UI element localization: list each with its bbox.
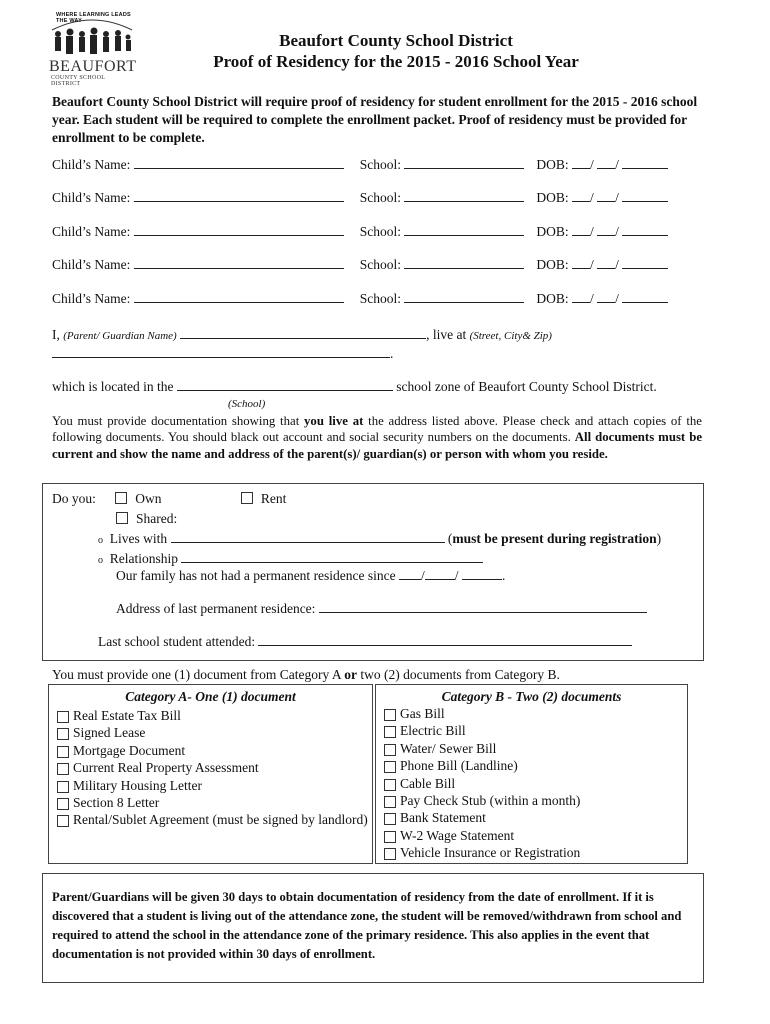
family-residence-row: Our family has not had a permanent residence since / / . <box>116 568 506 583</box>
child-name-field[interactable] <box>134 156 344 169</box>
document-option-label: Current Real Property Assessment <box>73 760 259 776</box>
school-label: School: <box>359 257 402 272</box>
document-option <box>49 811 372 828</box>
document-option-label: Water/ Sewer Bill <box>400 740 497 756</box>
do-you-row <box>52 491 286 507</box>
child-name-label: Child’s Name: <box>52 157 131 172</box>
dob-year-field[interactable] <box>622 189 668 202</box>
family-residence-label: Our family has not had a permanent residence since <box>116 568 396 583</box>
dob-month-field[interactable] <box>572 256 590 269</box>
district-logo <box>48 10 137 87</box>
footer-note: Parent/Guardians will be given 30 days to obtain documentation of residency from the date of enrollment. If it is discovered that a student is living out of the attendance zone, the student will be removed/withdrawn from school and required to attend the school in the attendance zone of the primary residence. This also applies in the event that documentation is not provided within 30 days of enrollment. <box>52 890 682 961</box>
shared-row <box>116 511 177 527</box>
guardian-line <box>52 326 552 343</box>
child-name-field[interactable] <box>134 189 344 202</box>
school-field[interactable] <box>404 189 524 202</box>
zone-prefix: which is located in the <box>52 379 174 394</box>
dob-label: DOB: <box>536 224 569 239</box>
documentation-notice <box>52 413 702 462</box>
school-hint: (School) <box>228 398 266 410</box>
document-option-label: Section 8 Letter <box>73 795 160 811</box>
dob-label: DOB: <box>536 257 569 272</box>
document-option <box>376 827 687 844</box>
last-school-field[interactable] <box>258 633 632 646</box>
notice-part-1: You must provide documentation showing that <box>52 414 305 428</box>
school-label: School: <box>359 224 402 239</box>
notice-part-3: the address listed above. Please check and attach copies of the following documents. You should black out account and social security numbers on the documents. <box>52 414 702 445</box>
logo-tagline: WHERE LEARNING LEADS THE WAY <box>56 12 131 24</box>
school-label: School: <box>359 291 402 306</box>
address-line: . <box>52 345 393 362</box>
lives-with-label: Lives with <box>109 531 168 546</box>
document-checkbox[interactable] <box>57 746 69 758</box>
document-checkbox[interactable] <box>384 779 396 791</box>
dob-label: DOB: <box>536 291 569 306</box>
document-checkbox[interactable] <box>57 711 69 723</box>
last-school-row <box>98 633 632 650</box>
document-checkbox[interactable] <box>384 761 396 773</box>
document-option <box>376 722 687 739</box>
school-zone-field[interactable] <box>177 378 393 391</box>
document-checkbox[interactable] <box>384 796 396 808</box>
document-option-label: W-2 Wage Statement <box>400 827 515 843</box>
intro-paragraph: Beaufort County School District will require proof of residency for student enrollment for the 2015 - 2016 school year. Each student will be required to complete the enrollment packet. Proof of residency must be provided for enrollment to be complete. <box>52 94 698 145</box>
document-checkbox[interactable] <box>57 763 69 775</box>
last-address-row <box>116 600 647 617</box>
notice-part-2: you live at <box>304 414 364 428</box>
bullet-circle-icon: o <box>98 535 103 546</box>
school-field[interactable] <box>404 223 524 236</box>
document-option <box>376 740 687 757</box>
lives-with-field[interactable] <box>171 530 445 543</box>
dob-day-field[interactable] <box>597 256 615 269</box>
document-option <box>376 792 687 809</box>
must-be-present-note: must be present during registration <box>452 531 657 546</box>
category-b-title: Category B - Two (2) documents <box>441 689 622 704</box>
school-field[interactable] <box>404 290 524 303</box>
document-option-label: Signed Lease <box>73 725 146 741</box>
document-option <box>49 707 372 724</box>
dob-year-field[interactable] <box>622 290 668 303</box>
document-option-label: Phone Bill (Landline) <box>400 758 518 774</box>
school-label: School: <box>359 190 402 205</box>
document-checkbox[interactable] <box>384 709 396 721</box>
dob-month-field[interactable] <box>572 189 590 202</box>
dob-year-field[interactable] <box>622 256 668 269</box>
dob-day-field[interactable] <box>597 189 615 202</box>
document-option-label: Real Estate Tax Bill <box>73 708 181 723</box>
street-hint: (Street, City& Zip) <box>469 330 552 342</box>
category-b-box <box>375 684 688 864</box>
child-name-field[interactable] <box>134 290 344 303</box>
document-option <box>376 844 687 861</box>
last-school-label: Last school student attended: <box>98 634 256 649</box>
child-row: Child’s Name: School: DOB: / / <box>52 256 668 273</box>
shared-checkbox[interactable] <box>116 512 128 524</box>
child-row: Child’s Name: School: DOB: / / <box>52 223 668 240</box>
document-option <box>49 742 372 759</box>
document-option <box>49 724 372 741</box>
relationship-field[interactable] <box>181 550 483 563</box>
document-option-label: Bank Statement <box>400 810 486 826</box>
dob-year-field[interactable] <box>622 223 668 236</box>
document-option-label: Military Housing Letter <box>73 777 202 793</box>
child-name-field[interactable] <box>134 223 344 236</box>
dob-label: DOB: <box>536 190 569 205</box>
school-label: School: <box>359 157 402 172</box>
category-a-title: Category A- One (1) document <box>125 689 296 704</box>
category-intro-b: two (2) documents from Category B. <box>356 667 560 682</box>
title-line-1: Beaufort County School District <box>279 31 513 50</box>
category-intro-a: You must provide one (1) document from Category A <box>52 667 345 682</box>
document-option-label: Electric Bill <box>400 723 466 739</box>
document-checkbox[interactable] <box>57 728 69 740</box>
shared-label: Shared: <box>136 511 178 526</box>
document-checkbox[interactable] <box>57 815 69 827</box>
dob-month-field[interactable] <box>572 156 590 169</box>
guardian-i: I, <box>52 327 60 342</box>
dob-year-field[interactable] <box>622 156 668 169</box>
rent-checkbox[interactable] <box>241 492 253 504</box>
live-at-label: , live at <box>426 327 467 342</box>
school-field[interactable] <box>404 156 524 169</box>
category-intro-or: or <box>344 667 357 682</box>
residence-year-field[interactable] <box>462 567 502 580</box>
document-option-label: Vehicle Insurance or Registration <box>400 845 581 861</box>
residence-day-field[interactable] <box>425 567 455 580</box>
document-checkbox[interactable] <box>384 848 396 860</box>
document-checkbox[interactable] <box>384 813 396 825</box>
category-a-list <box>49 707 372 829</box>
document-checkbox[interactable] <box>57 798 69 810</box>
child-row: Child’s Name: School: DOB: / / <box>52 189 668 206</box>
document-checkbox[interactable] <box>384 744 396 756</box>
dob-month-field[interactable] <box>572 290 590 303</box>
category-a-box <box>48 684 373 864</box>
document-option-label: Rental/Sublet Agreement (must be signed by landlord) <box>73 812 368 828</box>
own-checkbox[interactable] <box>115 492 127 504</box>
page-title <box>140 30 652 72</box>
logo-subtitle: COUNTY SCHOOL DISTRICT <box>51 75 105 87</box>
last-address-field[interactable] <box>319 600 647 613</box>
child-name-label: Child’s Name: <box>52 291 131 306</box>
dob-day-field[interactable] <box>597 156 615 169</box>
document-option <box>49 794 372 811</box>
own-label: Own <box>135 491 162 506</box>
document-checkbox[interactable] <box>384 726 396 738</box>
title-line-2: Proof of Residency for the 2015 - 2016 School Year <box>213 52 579 71</box>
document-option <box>49 759 372 776</box>
child-name-label: Child’s Name: <box>52 190 131 205</box>
school-field[interactable] <box>404 256 524 269</box>
parent-name-hint: (Parent/ Guardian Name) <box>63 330 177 342</box>
relationship-label: Relationship <box>109 551 178 566</box>
zone-suffix: school zone of Beaufort County School District. <box>396 379 657 394</box>
parent-name-field[interactable] <box>180 326 426 339</box>
do-you-label: Do you: <box>52 491 96 506</box>
child-name-field[interactable] <box>134 256 344 269</box>
document-checkbox[interactable] <box>384 831 396 843</box>
category-instructions <box>52 667 560 683</box>
dob-label: DOB: <box>536 157 569 172</box>
zone-line <box>52 378 657 395</box>
child-row: Child’s Name: School: DOB: / / <box>52 156 668 173</box>
dob-month-field[interactable] <box>572 223 590 236</box>
document-option-label: Pay Check Stub (within a month) <box>400 793 581 809</box>
lives-with-row: o Lives with (must be present during registration) <box>98 531 662 546</box>
street-address-field[interactable] <box>52 345 390 358</box>
dob-day-field[interactable] <box>597 290 615 303</box>
dob-day-field[interactable] <box>597 223 615 236</box>
rent-label: Rent <box>260 491 287 506</box>
last-address-label: Address of last permanent residence: <box>116 601 316 616</box>
document-option <box>49 777 372 794</box>
category-b-list <box>376 705 687 862</box>
document-option <box>376 757 687 774</box>
document-option-label: Gas Bill <box>400 706 445 721</box>
document-option <box>376 775 687 792</box>
document-option <box>376 705 687 722</box>
document-checkbox[interactable] <box>57 781 69 793</box>
logo-name: BEAUFORT <box>49 58 137 75</box>
bullet-circle-icon: o <box>98 555 103 566</box>
document-option-label: Mortgage Document <box>73 742 186 758</box>
relationship-row <box>98 550 483 567</box>
document-option <box>376 809 687 826</box>
child-name-label: Child’s Name: <box>52 257 131 272</box>
child-row: Child’s Name: School: DOB: / / <box>52 290 668 307</box>
document-option-label: Cable Bill <box>400 775 456 791</box>
notice-part-4: All documents must be current and show the name and address of the parent(s)/ guardian(s) or person with whom you reside. <box>52 430 703 461</box>
residence-month-field[interactable] <box>399 567 421 580</box>
child-name-label: Child’s Name: <box>52 224 131 239</box>
